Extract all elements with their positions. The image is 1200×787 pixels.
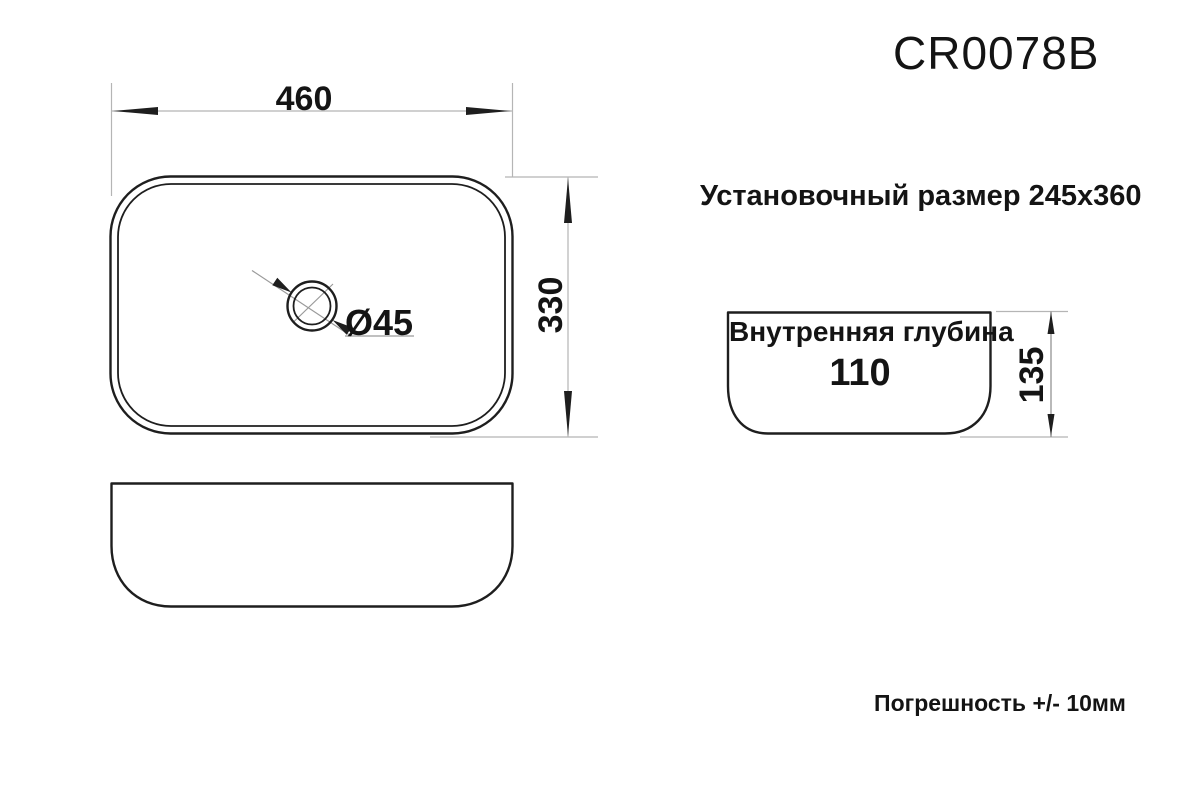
arrowhead-down	[564, 391, 572, 436]
installation-size-label: Установочный размер 245x360	[700, 180, 1142, 212]
model-number: CR0078B	[893, 27, 1100, 79]
inner-depth-value: 110	[829, 352, 891, 394]
depth-dimension	[430, 177, 598, 437]
depth-dimension-label: 330	[532, 276, 570, 334]
height-dimension-label: 135	[1013, 346, 1051, 404]
arrowhead-up	[564, 178, 572, 223]
basin-front-view	[112, 484, 513, 607]
arrowhead-right	[466, 107, 511, 115]
width-dimension-label: 460	[275, 80, 333, 118]
drain-outer-circle	[288, 282, 337, 331]
basin-front-outline	[112, 484, 513, 607]
tolerance-note: Погрешность +/- 10мм	[874, 690, 1126, 716]
inner-depth-label: Внутренняя глубина	[729, 316, 1014, 347]
drain-diameter-label: Ø45	[345, 302, 414, 343]
drain-inner-circle	[294, 288, 331, 325]
arrowhead-left	[113, 107, 158, 115]
